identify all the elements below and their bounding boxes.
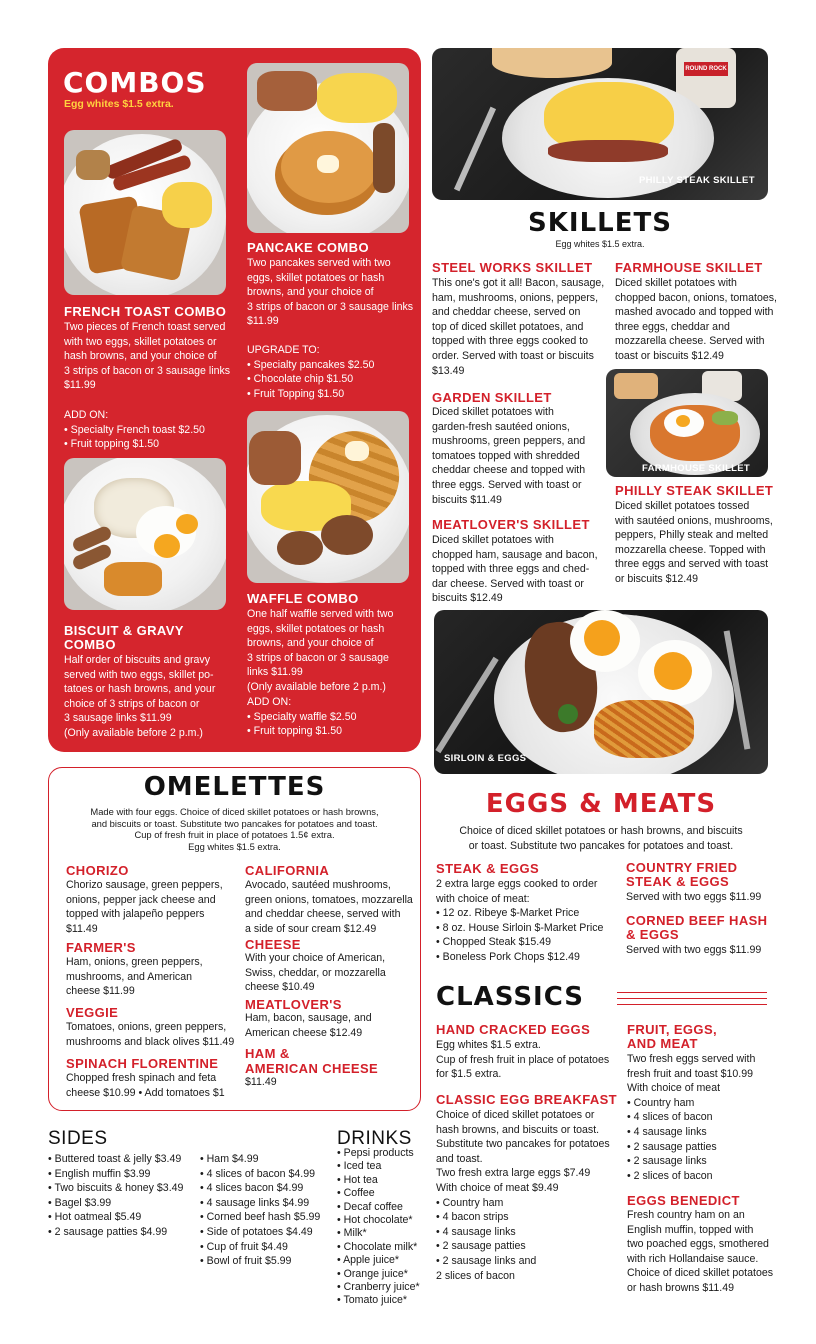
chorizo-omelette-name: CHORIZO: [66, 863, 129, 878]
classics-rule-3: [617, 1004, 767, 1005]
farmhouse-skillet-name: FARMHOUSE SKILLET: [615, 260, 763, 275]
pancake-upgrades: UPGRADE TO: • Specialty pancakes $2.50 • Chocolate chip $1.50 • Fruit Topping $1.50: [247, 344, 375, 400]
side-item: • Hot oatmeal $5.49: [48, 1211, 142, 1224]
side-item: • Bowl of fruit $5.99: [200, 1255, 292, 1268]
sides-list-1: [48, 1152, 183, 1240]
veggie-omelette-name: VEGGIE: [66, 1005, 119, 1020]
drink-item: • Coffee: [337, 1187, 375, 1200]
classics-rule-1: [617, 992, 767, 993]
skillets-title: SKILLETS: [528, 208, 672, 238]
fruit-eggs-meat-desc: Two fresh eggs served with fresh fruit and toast $10.99 With choice of meat • Country ham • 4 slices of bacon • 4 sausage links • 2 sausage patties • 2 sausage links • 2 slices of bacon: [627, 1053, 756, 1182]
farmers-omelette-desc: Ham, onions, green peppers, mushrooms, and American cheese $11.99: [66, 956, 203, 998]
classics-rule-2: [617, 998, 767, 999]
classic-egg-breakfast-name: CLASSIC EGG BREAKFAST: [436, 1092, 618, 1107]
garden-skillet-name: GARDEN SKILLET: [432, 390, 552, 405]
meatlovers-skillet-name: MEATLOVER'S SKILLET: [432, 517, 590, 532]
side-item: • 4 sausage links $4.99: [200, 1196, 310, 1209]
side-item: • 4 slices bacon $4.99: [200, 1182, 304, 1195]
eggs-benedict-desc: Fresh country ham on an English muffin, topped with two poached eggs, smothered with rich Hollandaise sauce. Choice of diced skillet potatoes or hash browns $11.49: [627, 1209, 774, 1294]
biscuit-gravy-combo-desc: Half order of biscuits and gravy served with two eggs, skillet po- tatoes or hash browns, and your choice of 3 strips of bacon or 3 sausage links $11.99 (Only available before 2 p.m.): [64, 654, 216, 739]
side-item: • Ham $4.99: [200, 1153, 259, 1165]
sides-title: SIDES: [48, 1128, 108, 1149]
waffle-photo: [247, 411, 409, 583]
drink-item: • Apple juice*: [337, 1254, 400, 1267]
drink-item: • Chocolate milk*: [337, 1240, 418, 1253]
veggie-omelette-desc: Tomatoes, onions, green peppers, mushrooms and black olives $11.49: [66, 1021, 235, 1048]
meatlovers-omelette-name: MEATLOVER'S: [245, 997, 342, 1012]
corned-beef-hash-name: CORNED BEEF HASH & EGGS: [626, 913, 768, 942]
omelettes-title: OMELETTES: [143, 772, 326, 802]
farmers-omelette-name: FARMER'S: [66, 940, 136, 955]
country-fried-steak-desc: Served with two eggs $11.99: [626, 891, 762, 903]
waffle-combo-desc: One half waffle served with two eggs, skillet potatoes or hash browns, and your choice of 3 strips of bacon or 3 sausage links $11.99 (Only available before 2 p.m.): [247, 608, 394, 693]
combos-title: COMBOS: [63, 66, 207, 99]
ham-cheese-omelette-name: HAM & AMERICAN CHEESE: [245, 1046, 379, 1076]
hand-cracked-eggs-name: HAND CRACKED EGGS: [436, 1022, 591, 1037]
hand-cracked-eggs-desc: Egg whites $1.5 extra. Cup of fresh fruit in place of potatoes for $1.5 extra.: [436, 1039, 610, 1081]
steel-works-skillet-name: STEEL WORKS SKILLET: [432, 260, 593, 275]
combos-subtitle: Egg whites $1.5 extra.: [64, 98, 174, 110]
pancake-combo-name: PANCAKE COMBO: [247, 240, 369, 255]
eggs-benedict-name: EGGS BENEDICT: [627, 1193, 740, 1208]
spinach-florentine-omelette-desc: Chopped fresh spinach and feta cheese $10.99 • Add tomatoes $1: [66, 1072, 225, 1099]
classics-title: CLASSICS: [436, 982, 585, 1012]
country-fried-steak-name: COUNTRY FRIED STEAK & EGGS: [626, 860, 738, 889]
waffle-combo-name: WAFFLE COMBO: [247, 591, 359, 606]
drinks-title: DRINKS: [337, 1128, 412, 1149]
philly-steak-skillet-photo: [432, 48, 768, 200]
ham-cheese-omelette-desc: $11.49: [245, 1076, 277, 1088]
farmhouse-skillet-desc: Diced skillet potatoes with chopped bacon, onions, tomatoes, mashed avocado and topped with three eggs, cheddar and mozzarella cheese. Served with toast or biscuits $12.49: [615, 277, 777, 362]
steak-eggs-name: STEAK & EGGS: [436, 861, 540, 876]
biscuit-gravy-combo-name: BISCUIT & GRAVY COMBO: [64, 623, 184, 652]
eggs-meats-intro: Choice of diced skillet potatoes or hash browns, and biscuits or toast. Substitute two pancakes for potatoes and toast.: [459, 825, 743, 852]
skillets-subtitle: Egg whites $1.5 extra.: [555, 239, 645, 249]
farmhouse-skillet-photo: [606, 369, 768, 477]
drink-item: • Hot tea: [337, 1173, 378, 1186]
pancake-photo: [247, 63, 409, 233]
corned-beef-hash-desc: Served with two eggs $11.99: [626, 944, 762, 956]
spinach-florentine-omelette-name: SPINACH FLORENTINE: [66, 1056, 219, 1071]
drink-item: • Pepsi products: [337, 1147, 414, 1159]
french-toast-combo-desc: Two pieces of French toast served with two eggs, skillet potatoes or hash browns, and your choice of 3 strips of bacon or 3 sausage links $11.99: [64, 321, 231, 392]
side-item: • 2 sausage patties $4.99: [48, 1225, 168, 1238]
side-item: • 4 slices of bacon $4.99: [200, 1167, 316, 1180]
french-toast-combo-name: FRENCH TOAST COMBO: [64, 304, 227, 319]
meatlovers-omelette-desc: Ham, bacon, sausage, and American cheese $12.49: [245, 1012, 372, 1039]
fruit-eggs-meat-name: FRUIT, EGGS, AND MEAT: [627, 1022, 718, 1051]
side-item: • Bagel $3.99: [48, 1196, 112, 1209]
french-toast-photo: [64, 130, 226, 295]
side-item: • Two biscuits & honey $3.49: [48, 1182, 184, 1195]
farmhouse-photo-caption: FARMHOUSE SKILLET: [642, 463, 751, 474]
side-item: • English muffin $3.99: [48, 1167, 151, 1180]
steak-eggs-desc: 2 extra large eggs cooked to order with choice of meat: • 12 oz. Ribeye $-Market Price • 8 oz. House Sirloin $-Market Price • Chopped Steak $15.49 • Boneless Pork Chops $12.49: [436, 878, 604, 963]
drink-item: • Hot chocolate*: [337, 1214, 413, 1227]
cheese-omelette-name: CHEESE: [245, 937, 301, 952]
california-omelette-desc: Avocado, sautéed mushrooms, green onions, tomatoes, mozzarella and cheddar cheese, served with a side of sour cream $12.49: [245, 879, 413, 935]
drink-item: • Iced tea: [337, 1160, 382, 1173]
side-item: • Cup of fruit $4.49: [200, 1240, 288, 1253]
drinks-list: [337, 1147, 420, 1308]
philly-steak-skillet-desc: Diced skillet potatoes tossed with sautéed onions, mushrooms, peppers, Philly steak and melted mozzarella cheese. Topped with three eggs and served with toast or biscuits $12.49: [615, 500, 773, 585]
drink-item: • Tomato juice*: [337, 1294, 408, 1307]
waffle-addons: ADD ON: • Specialty waffle $2.50 • Fruit topping $1.50: [247, 696, 357, 738]
french-toast-addons: ADD ON: • Specialty French toast $2.50 • Fruit topping $1.50: [64, 409, 205, 451]
drink-item: • Cranberry juice*: [337, 1281, 420, 1294]
cheese-omelette-desc: With your choice of American, Swiss, cheddar, or mozzarella cheese $10.49: [245, 952, 386, 994]
classic-egg-breakfast-desc: Choice of diced skillet potatoes or hash browns, and biscuits or toast. Substitute two pancakes for potatoes and toast. Two fresh extra large eggs $7.49 With choice of meat $9.49 • Country ham • 4 bacon strips • 4 sausage links • 2 sausage patties • 2 sausage links and 2 slices of bacon: [436, 1109, 610, 1282]
omelettes-intro: Made with four eggs. Choice of diced skillet potatoes or hash browns, and biscuits or toast. Substitute two pancakes for potatoes and toast. Cup of fresh fruit in place of potatoes 1.5¢ extra. Egg whites $1.5 extra.: [90, 806, 379, 852]
eggs-meats-title: EGGS & MEATS: [485, 789, 717, 819]
side-item: • Side of potatoes $4.49: [200, 1225, 313, 1238]
drink-item: • Orange juice*: [337, 1267, 408, 1280]
philly-photo-caption: PHILLY STEAK SKILLET: [639, 175, 755, 186]
sides-list-2: [200, 1152, 320, 1269]
steel-works-skillet-desc: This one's got it all! Bacon, sausage, ham, mushrooms, onions, peppers, and cheddar cheese, served on top of diced skillet potatoes, and topped with three eggs cooked to order. Served with toast or biscuits $13.49: [432, 277, 605, 377]
sirloin-eggs-photo: [434, 610, 768, 774]
meatlovers-skillet-desc: Diced skillet potatoes with chopped ham, sausage and bacon, topped with three eggs and ched- dar cheese. Served with toast or biscuits $12.49: [432, 534, 598, 605]
drink-item: • Decaf coffee: [337, 1200, 403, 1213]
chorizo-omelette-desc: Chorizo sausage, green peppers, onions, pepper jack cheese and topped with jalapeño peppers $11.49: [66, 879, 223, 935]
mug-logo: ROUND ROCK: [684, 62, 728, 76]
sirloin-photo-caption: SIRLOIN & EGGS: [444, 753, 527, 764]
california-omelette-name: CALIFORNIA: [245, 863, 330, 878]
garden-skillet-desc: Diced skillet potatoes with garden-fresh sautéed onions, mushrooms, green peppers, and tomatoes topped with shredded cheddar cheese and topped with three eggs. Served with toast or biscuits $11.49: [432, 406, 586, 506]
philly-steak-skillet-name: PHILLY STEAK SKILLET: [615, 483, 774, 498]
side-item: • Corned beef hash $5.99: [200, 1211, 321, 1224]
pancake-combo-desc: Two pancakes served with two eggs, skillet potatoes or hash browns, and your choice of 3 strips of bacon or 3 sausage links $11.99: [247, 257, 414, 328]
biscuit-gravy-photo: [64, 458, 226, 610]
drink-item: • Milk*: [337, 1227, 367, 1240]
side-item: • Buttered toast & jelly $3.49: [48, 1153, 182, 1165]
